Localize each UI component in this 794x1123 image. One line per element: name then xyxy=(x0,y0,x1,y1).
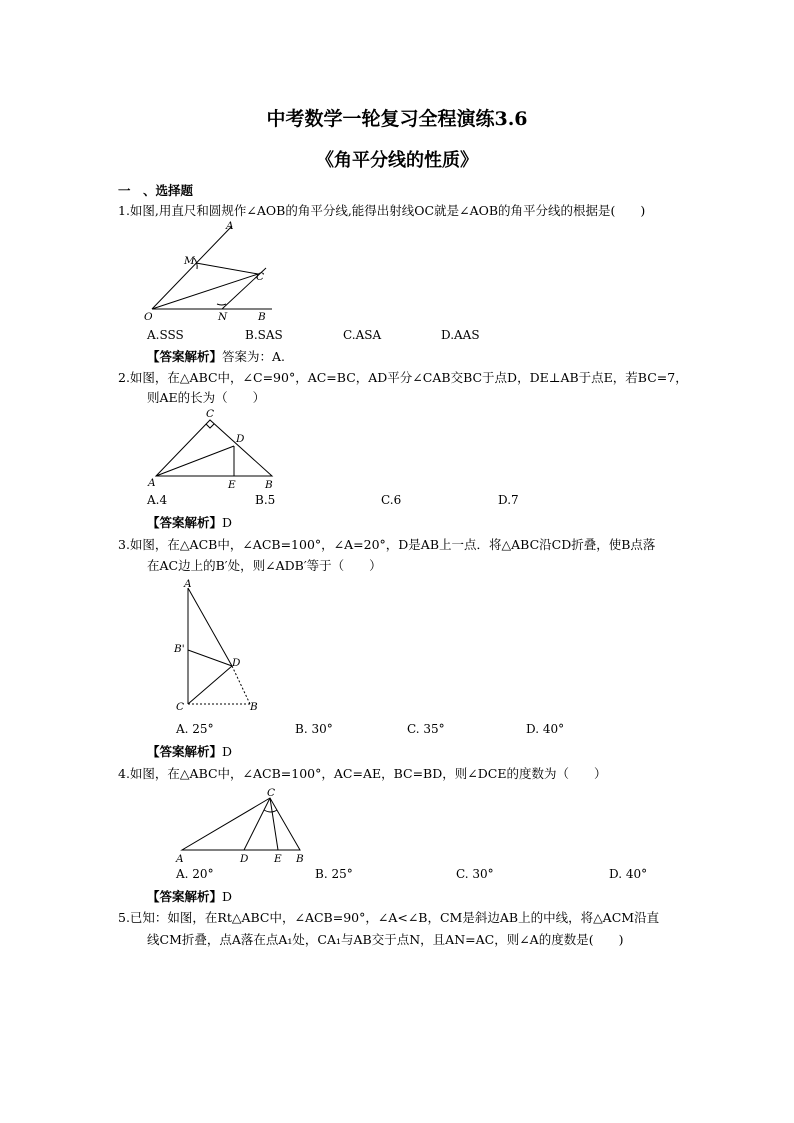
q4-option-c[interactable]: C. 30° xyxy=(456,867,494,881)
fig1-label-n: N xyxy=(218,311,228,323)
q3-option-c[interactable]: C. 35° xyxy=(407,722,445,736)
answer-label: 【答案解析】 xyxy=(147,515,223,530)
question-1-figure xyxy=(140,220,280,324)
question-3-text-line2: 在AC边上的B′处，则∠ADB′等于（ ） xyxy=(147,558,382,573)
fig3-label-d: D xyxy=(232,657,241,669)
fig4-label-d: D xyxy=(240,853,249,864)
fig4-label-e: E xyxy=(274,853,282,864)
fig2-label-d: D xyxy=(236,433,245,445)
answer-value: 答案为：A. xyxy=(222,349,286,364)
section-heading: 一 、选择题 xyxy=(118,183,194,198)
fig3-label-a: A xyxy=(184,578,192,590)
answer-value: D xyxy=(222,515,233,530)
q2-option-a[interactable]: A.4 xyxy=(147,493,168,507)
q1-option-a[interactable]: A.SSS xyxy=(147,328,184,342)
q3-answer xyxy=(147,742,232,760)
q2-option-b[interactable]: B.5 xyxy=(255,493,276,507)
q1-option-c[interactable]: C.ASA xyxy=(343,328,382,342)
q1-option-b[interactable]: B.SAS xyxy=(245,328,283,342)
answer-value: D xyxy=(222,889,233,904)
fig1-label-o: O xyxy=(144,311,153,323)
fig4-label-c: C xyxy=(267,787,276,799)
question-2-text-line1: 2.如图，在△ABC中，∠C=90°，AC=BC，AD平分∠CAB交BC于点D，DE⊥AB于点E，若BC=7， xyxy=(118,370,688,385)
answer-label: 【答案解析】 xyxy=(147,349,223,364)
fig1-label-a: A xyxy=(226,220,234,232)
fig2-label-c: C xyxy=(206,408,215,420)
answer-label: 【答案解析】 xyxy=(147,889,223,904)
q2-answer xyxy=(147,513,232,531)
q2-option-c[interactable]: C.6 xyxy=(381,493,402,507)
q4-answer xyxy=(147,887,232,905)
fig4-label-b: B xyxy=(296,853,304,864)
q3-option-b[interactable]: B. 30° xyxy=(295,722,333,736)
fig3-label-c: C xyxy=(176,701,185,713)
q3-option-d[interactable]: D. 40° xyxy=(526,722,565,736)
question-4-text: 4.如图，在△ABC中，∠ACB=100°，AC=AE，BC=BD，则∠DCE的度数为（ ） xyxy=(118,766,607,781)
q2-option-d[interactable]: D.7 xyxy=(498,493,519,507)
question-3-figure xyxy=(170,578,270,714)
question-2-figure xyxy=(144,404,284,492)
fig3-label-b-prime: B' xyxy=(174,643,185,655)
q1-answer xyxy=(147,347,285,365)
fig1-label-m: M xyxy=(184,255,195,267)
page-subtitle: 《角平分线的性质》 xyxy=(316,150,478,171)
fig1-label-b: B xyxy=(258,311,266,323)
question-4-figure xyxy=(170,784,310,864)
q1-option-d[interactable]: D.AAS xyxy=(441,328,480,342)
fig4-label-a: A xyxy=(176,853,184,864)
question-5-text-line1: 5.已知：如图，在Rt△ABC中，∠ACB=90°，∠A<∠B，CM是斜边AB上的中线，将△ACM沿直 xyxy=(118,910,660,925)
answer-value: D xyxy=(222,744,233,759)
fig3-label-b: B xyxy=(250,701,258,713)
question-3-text-line1: 3.如图，在△ACB中，∠ACB=100°，∠A=20°，D是AB上一点．将△ABC沿CD折叠，使B点落 xyxy=(118,537,656,552)
question-2-text-line2: 则AE的长为（ ） xyxy=(147,390,266,405)
q3-option-a[interactable]: A. 25° xyxy=(176,722,214,736)
fig1-label-c: C xyxy=(256,271,265,283)
question-1-text: 1.如图,用直尺和圆规作∠AOB的角平分线,能得出射线OC就是∠AOB的角平分线的根据是( ) xyxy=(118,203,646,218)
page-title: 中考数学一轮复习全程演练3.6 xyxy=(266,108,528,130)
fig2-label-a: A xyxy=(148,477,156,489)
q4-option-d[interactable]: D. 40° xyxy=(609,867,648,881)
fig2-label-b: B xyxy=(265,479,273,491)
q4-option-a[interactable]: A. 20° xyxy=(176,867,214,881)
question-5-text-line2: 线CM折叠，点A落在点A₁处，CA₁与AB交于点N，且AN=AC，则∠A的度数是( ) xyxy=(147,932,624,947)
fig2-label-e: E xyxy=(228,479,236,491)
q4-option-b[interactable]: B. 25° xyxy=(315,867,353,881)
answer-label: 【答案解析】 xyxy=(147,744,223,759)
